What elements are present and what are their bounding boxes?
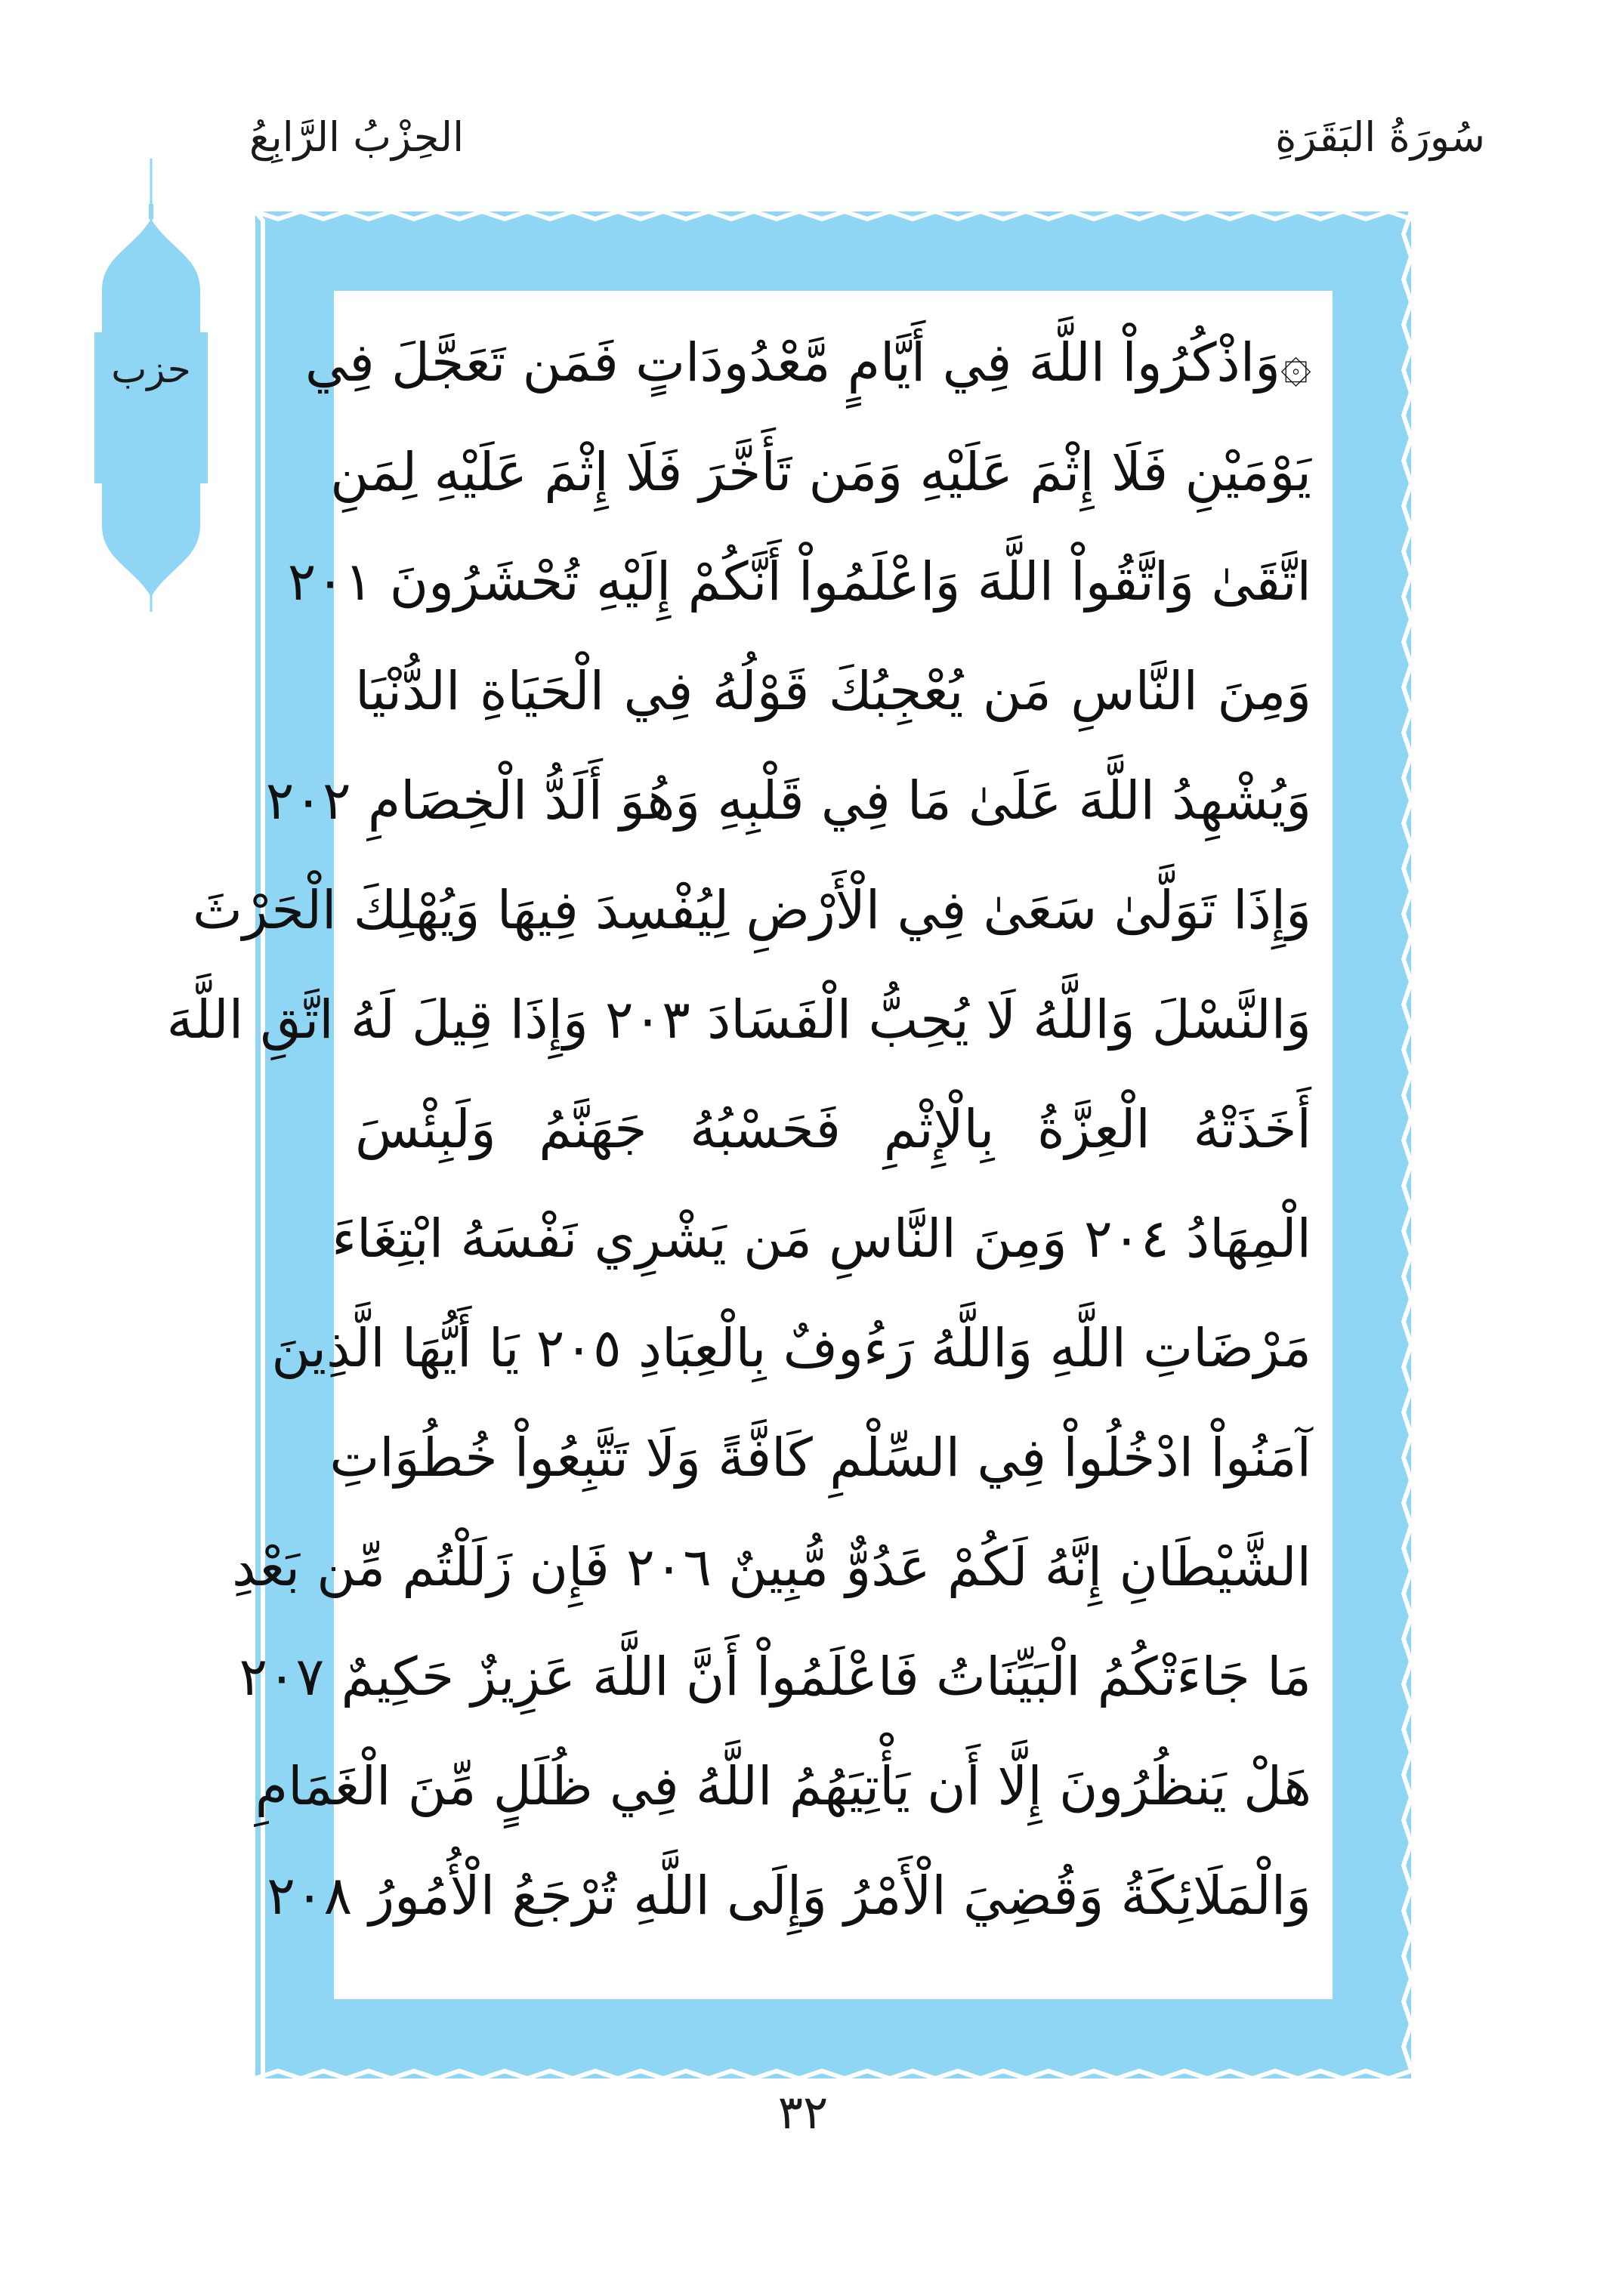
surah-title: سُورَةُ البَقَرَةِ <box>1275 113 1485 161</box>
verse-line: مَا جَاءَتْكُمُ الْبَيِّنَاتُ فَاعْلَمُواْ أَنَّ اللَّهَ عَزِيزٌ حَكِيمٌ ٢٠٧ <box>239 1646 1311 1708</box>
verse-line: مَرْضَاتِ اللَّهِ وَاللَّهُ رَءُوفٌ بِالْعِبَادِ ٢٠٥ يَا أَيُّهَا الَّذِينَ <box>271 1317 1311 1379</box>
verse-line: اتَّقَىٰ وَاتَّقُواْ اللَّهَ وَاعْلَمُواْ أَنَّكُمْ إِلَيْهِ تُحْشَرُونَ ٢٠١ <box>287 551 1311 613</box>
page-number: ٣٢ <box>777 2085 829 2140</box>
verse-line: الشَّيْطَانِ إِنَّهُ لَكُمْ عَدُوٌّ مُّبِينٌ ٢٠٦ فَإِن زَلَلْتُم مِّن بَعْدِ <box>232 1536 1311 1598</box>
hizb-marker-label: حزب <box>111 347 191 391</box>
verse-line: وَيُشْهِدُ اللَّهَ عَلَىٰ مَا فِي قَلْبِهِ وَهُوَ أَلَدُّ الْخِصَامِ ٢٠٢ <box>265 770 1311 832</box>
verse-line: يَوْمَيْنِ فَلَا إِثْمَ عَلَيْهِ وَمَن تَأَخَّرَ فَلَا إِثْمَ عَلَيْهِ لِمَنِ <box>330 441 1311 503</box>
verse-line: وَمِنَ النَّاسِ مَن يُعْجِبُكَ قَوْلُهُ فِي الْحَيَاةِ الدُّنْيَا <box>355 660 1311 722</box>
verse-line: وَالنَّسْلَ وَاللَّهُ لَا يُحِبُّ الْفَسَادَ ٢٠٣ وَإِذَا قِيلَ لَهُ اتَّقِ اللَّهَ <box>166 989 1311 1051</box>
verse-line: ۞وَاذْكُرُواْ اللَّهَ فِي أَيَّامٍ مَّعْدُودَاتٍ فَمَن تَعَجَّلَ فِي <box>304 332 1311 393</box>
verse-line: هَلْ يَنظُرُونَ إِلَّا أَن يَأْتِيَهُمُ اللَّهُ فِي ظُلَلٍ مِّنَ الْغَمَامِ <box>255 1755 1311 1817</box>
verse-line: أَخَذَتْهُ الْعِزَّةُ بِالْإِثْمِ فَحَسْبُهُ جَهَنَّمُ وَلَبِئْسَ <box>355 1098 1311 1160</box>
verse-line: وَإِذَا تَوَلَّىٰ سَعَىٰ فِي الْأَرْضِ لِيُفْسِدَ فِيهَا وَيُهْلِكَ الْحَرْثَ <box>192 879 1311 941</box>
verse-line: آمَنُواْ ادْخُلُواْ فِي السِّلْمِ كَافَّةً وَلَا تَتَّبِعُواْ خُطُوَاتِ <box>329 1427 1311 1489</box>
hizb-title: الحِزْبُ الرَّابِعُ <box>249 113 465 161</box>
verse-line: وَالْمَلَائِكَةُ وَقُضِيَ الْأَمْرُ وَإِلَى اللَّهِ تُرْجَعُ الْأُمُورُ ٢٠٨ <box>267 1865 1311 1927</box>
verse-line: الْمِهَادُ ٢٠٤ وَمِنَ النَّاسِ مَن يَشْرِي نَفْسَهُ ابْتِغَاءَ <box>332 1208 1311 1270</box>
